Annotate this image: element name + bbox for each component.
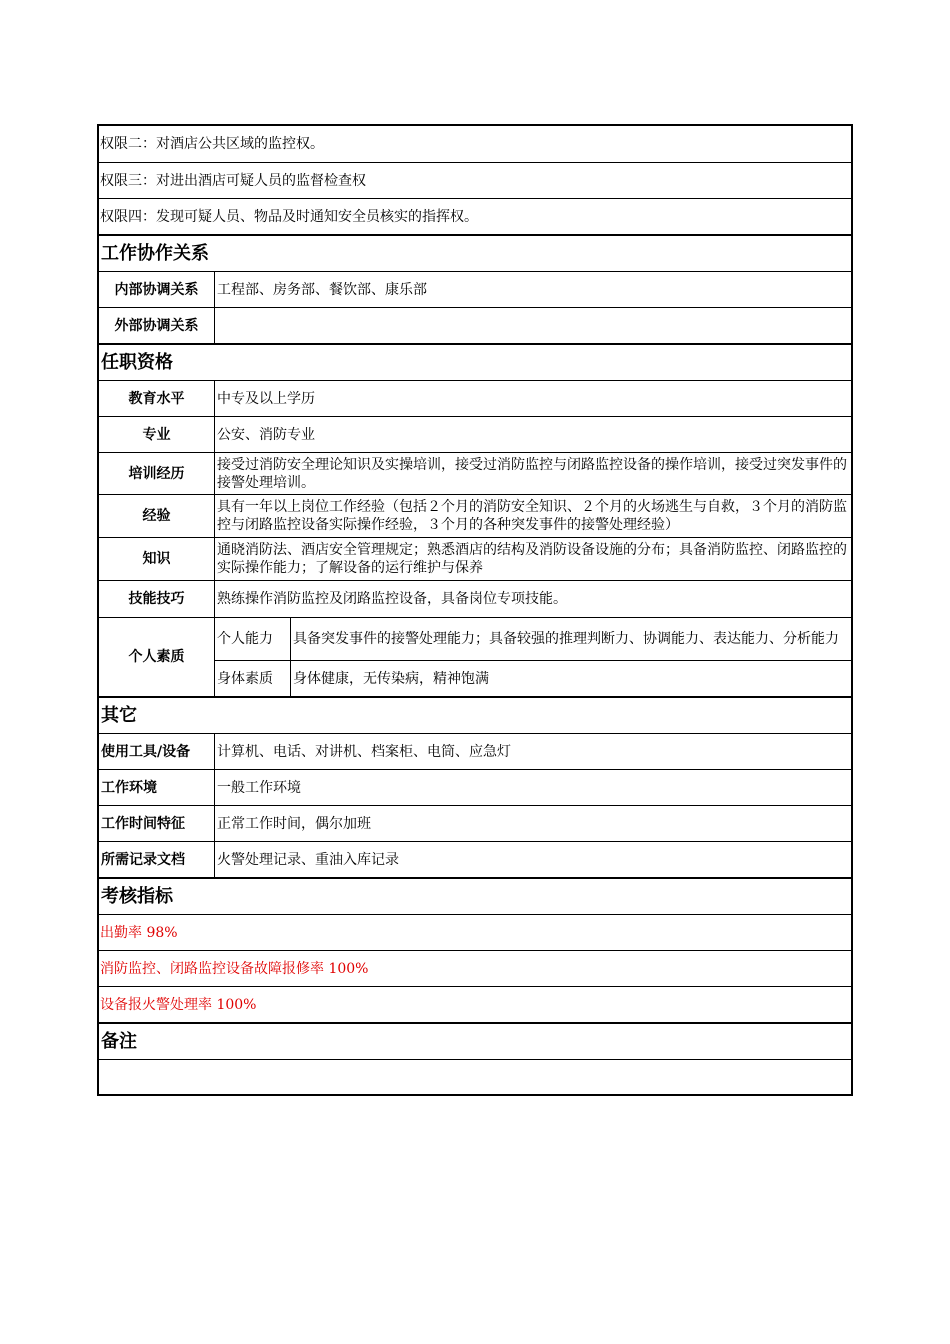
experience-label: 经验 — [99, 495, 215, 537]
section-title: 工作协作关系 — [101, 242, 209, 264]
ability-label: 个人能力 — [215, 618, 291, 660]
external-coordination-value — [215, 308, 851, 343]
education-label: 教育水平 — [99, 381, 215, 416]
section-header-coordination — [99, 236, 851, 272]
kpi-item: 出勤率 98% — [100, 924, 178, 941]
kpi-item: 消防监控、闭路监控设备故障报修率 100% — [100, 960, 369, 977]
knowledge-value: 通晓消防法、酒店安全管理规定；熟悉酒店的结构及消防设备设施的分布；具备消防监控、闭路监控的实际操作能力；了解设备的运行维护与保养 — [217, 542, 847, 576]
external-coordination-label: 外部协调关系 — [99, 308, 215, 343]
tools-row — [99, 734, 851, 770]
education-value: 中专及以上学历 — [217, 390, 315, 407]
physical-value: 身体健康，无传染病，精神饱满 — [293, 670, 489, 687]
personal-quality-row — [99, 618, 851, 698]
work-time-value: 正常工作时间，偶尔加班 — [217, 815, 371, 832]
external-coordination-row — [99, 308, 851, 345]
remarks-value — [99, 1060, 851, 1096]
tools-value: 计算机、电话、对讲机、档案柜、电筒、应急灯 — [217, 743, 511, 760]
work-time-label: 工作时间特征 — [99, 806, 215, 841]
education-row — [99, 381, 851, 417]
authority-row — [99, 126, 851, 163]
skills-value: 熟练操作消防监控及闭路监控设备，具备岗位专项技能。 — [217, 591, 567, 607]
section-header-other — [99, 698, 851, 734]
kpi-row — [99, 915, 851, 951]
kpi-item: 设备报火警处理率 100% — [100, 996, 257, 1013]
section-header-remarks — [99, 1024, 851, 1060]
authority-text: 权限四：发现可疑人员、物品及时通知安全员核实的指挥权。 — [100, 208, 478, 225]
ability-subrow — [215, 618, 851, 661]
major-label: 专业 — [99, 417, 215, 452]
internal-coordination-label: 内部协调关系 — [99, 272, 215, 307]
kpi-row — [99, 987, 851, 1024]
environment-value: 一般工作环境 — [217, 779, 301, 796]
environment-row — [99, 770, 851, 806]
skills-row — [99, 581, 851, 618]
physical-label: 身体素质 — [215, 661, 291, 696]
records-row — [99, 842, 851, 879]
training-label: 培训经历 — [99, 453, 215, 494]
skills-label: 技能技巧 — [99, 581, 215, 617]
internal-coordination-row — [99, 272, 851, 308]
section-title: 其它 — [101, 704, 137, 726]
training-value: 接受过消防安全理论知识及实操培训，接受过消防监控与闭路监控设备的操作培训，接受过突发事件的接警处理培训。 — [217, 456, 847, 491]
job-description-table — [97, 124, 853, 1096]
authority-text: 权限二：对酒店公共区域的监控权。 — [100, 136, 324, 152]
training-row — [99, 453, 851, 495]
section-title: 任职资格 — [101, 351, 173, 373]
section-title: 考核指标 — [101, 885, 173, 907]
experience-row — [99, 495, 851, 538]
tools-label: 使用工具/设备 — [99, 734, 215, 769]
remarks-row — [99, 1060, 851, 1096]
major-value: 公安、消防专业 — [217, 426, 315, 443]
major-row — [99, 417, 851, 453]
records-label: 所需记录文档 — [99, 842, 215, 877]
authority-text: 权限三：对进出酒店可疑人员的监督检查权 — [100, 172, 366, 189]
authority-row — [99, 163, 851, 199]
experience-value: 具有一年以上岗位工作经验（包括２个月的消防安全知识、２个月的火场逃生与自救，３个月的消防监控与闭路监控设备实际操作经验，３个月的各种突发事件的接警处理经验） — [217, 499, 847, 533]
section-header-qualification — [99, 345, 851, 381]
physical-subrow — [215, 661, 851, 696]
knowledge-label: 知识 — [99, 538, 215, 580]
section-header-kpi — [99, 879, 851, 915]
internal-coordination-value: 工程部、房务部、餐饮部、康乐部 — [217, 281, 427, 298]
records-value: 火警处理记录、重油入库记录 — [217, 851, 399, 868]
knowledge-row — [99, 538, 851, 581]
section-title: 备注 — [101, 1030, 137, 1052]
ability-value: 具备突发事件的接警处理能力；具备较强的推理判断力、协调能力、表达能力、分析能力 — [293, 631, 839, 647]
work-time-row — [99, 806, 851, 842]
personal-quality-label: 个人素质 — [99, 618, 215, 696]
environment-label: 工作环境 — [99, 770, 215, 805]
authority-row — [99, 199, 851, 236]
kpi-row — [99, 951, 851, 987]
